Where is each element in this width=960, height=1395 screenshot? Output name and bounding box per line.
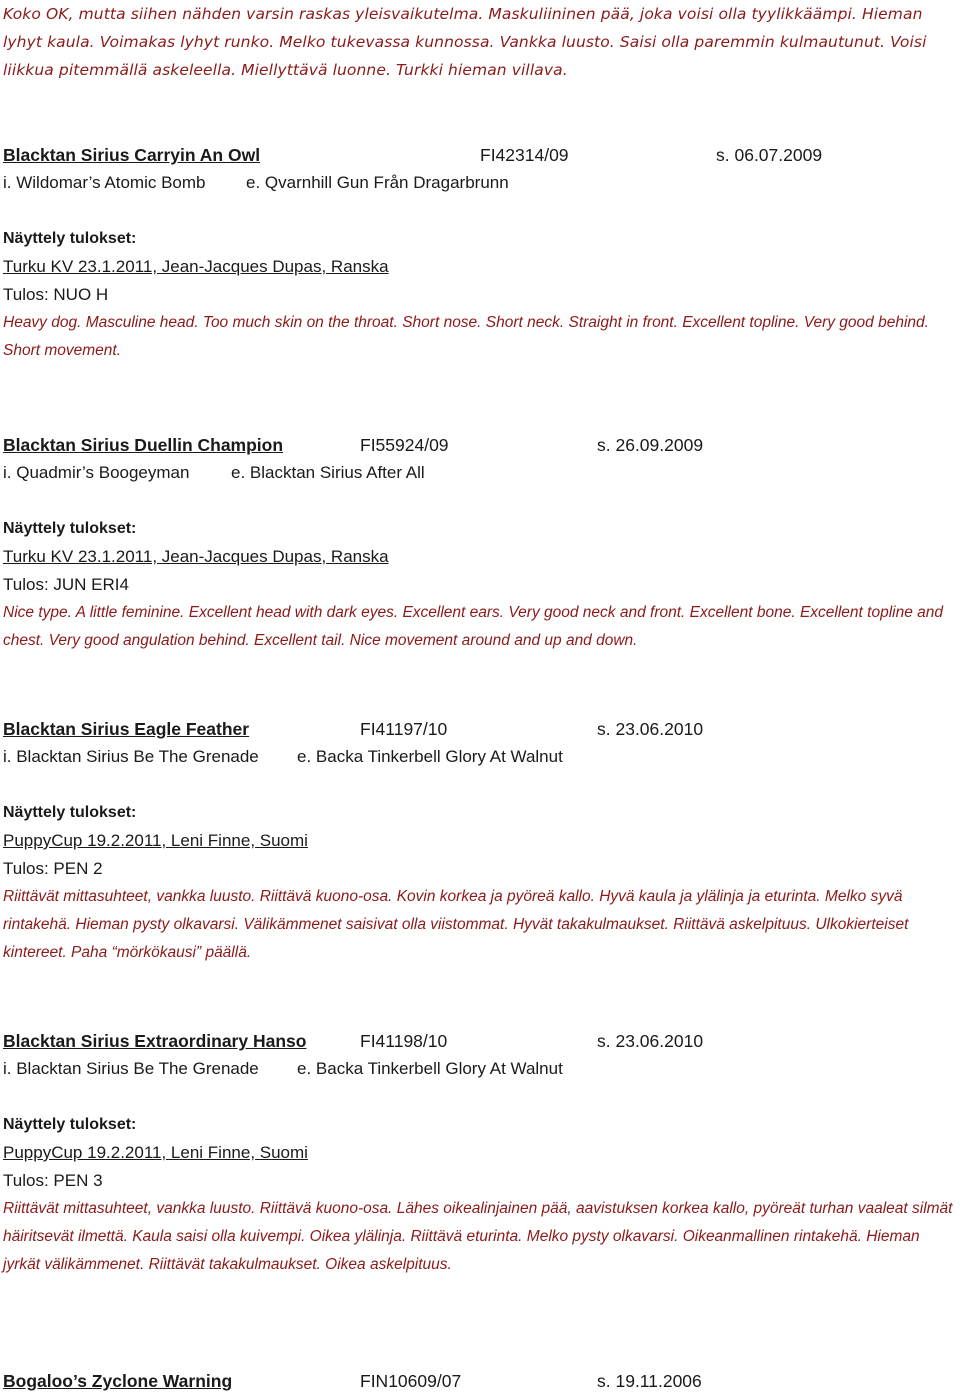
parents-row <box>3 1055 955 1083</box>
dog-name: Blacktan Sirius Extraordinary Hanso <box>3 1031 307 1051</box>
critique-text: Nice type. A little feminine. Excellent head with dark eyes. Excellent ears. Very good neck and front. Excellent bone. Excellent topline and chest. Very good angulation behind. Excellent tail. Nice movement around and up and down. <box>3 604 943 649</box>
registration-number: FI41198/10 <box>360 1031 448 1051</box>
critique-text: Riittävät mittasuhteet, vankka luusto. Riittävä kuono-osa. Kovin korkea ja pyöreä kallo. Hyvä kaula ja ylälinja ja eturinta. Melko syvä rintakehä. Hieman pysty olkavarsi. Välikämmenet saisivat olla viistommat. Hyvät takakulmaukset. Riittävä askelpituus. Ulkokierteiset kintereet. Paha “mörkökausi” päällä. <box>3 888 909 961</box>
dog-name: Bogaloo’s Zyclone Warning <box>3 1371 233 1391</box>
dog-header-row <box>3 1027 955 1055</box>
show-result: Tulos: PEN 3 <box>3 1171 103 1190</box>
results-heading: Näyttely tulokset: <box>3 804 137 821</box>
show-result: Tulos: NUO H <box>3 285 109 304</box>
show-result: Tulos: PEN 2 <box>3 859 103 878</box>
birth-date: s. 26.09.2009 <box>597 435 704 455</box>
dam: e. Backa Tinkerbell Glory At Walnut <box>297 1059 563 1078</box>
results-heading: Näyttely tulokset: <box>3 520 137 537</box>
birth-date: s. 23.06.2010 <box>597 1031 704 1051</box>
dog-name: Blacktan Sirius Carryin An Owl <box>3 145 261 165</box>
sire: i. Blacktan Sirius Be The Grenade <box>3 1059 259 1078</box>
sire: i. Quadmir’s Boogeyman <box>3 463 190 482</box>
dog-entry <box>3 715 955 967</box>
birth-date: s. 23.06.2010 <box>597 719 704 739</box>
parents-row <box>3 459 955 487</box>
critique-text: Riittävät mittasuhteet, vankka luusto. Riittävä kuono-osa. Lähes oikealinjainen pää, aavistuksen korkea kallo, pyöreät turhan vaaleat silmät häiritsevät ilmettä. Kaula saisi olla kuivempi. Oikea ylälinja. Riittävä eturinta. Melko pysty olkavarsi. Oikeanmallinen rintakehä. Hieman jyrkät välikämmenet. Riittävät takakulmaukset. Oikea askelpituus. <box>3 1200 953 1273</box>
show-info: Turku KV 23.1.2011, Jean-Jacques Dupas, Ranska <box>3 547 389 566</box>
parents-row <box>3 743 955 771</box>
dam: e. Blacktan Sirius After All <box>231 463 425 482</box>
dog-entry <box>3 141 955 365</box>
dam: e. Backa Tinkerbell Glory At Walnut <box>297 747 563 766</box>
show-info: PuppyCup 19.2.2011, Leni Finne, Suomi <box>3 1143 308 1162</box>
registration-number: FI42314/09 <box>480 145 569 165</box>
results-heading: Näyttely tulokset: <box>3 1116 137 1133</box>
dog-name: Blacktan Sirius Duellin Champion <box>3 435 284 455</box>
show-result: Tulos: JUN ERI4 <box>3 575 129 594</box>
birth-date: s. 19.11.2006 <box>597 1371 702 1391</box>
dam: e. Qvarnhill Gun Från Dragarbrunn <box>246 173 509 192</box>
registration-number: FIN10609/07 <box>360 1371 462 1391</box>
dog-header-row <box>3 431 955 459</box>
dog-header-row <box>3 1367 955 1395</box>
registration-number: FI41197/10 <box>360 719 448 739</box>
registration-number: FI55924/09 <box>360 435 449 455</box>
dog-entry <box>3 1027 955 1279</box>
critique-text: Heavy dog. Masculine head. Too much skin on the throat. Short nose. Short neck. Straight in front. Excellent topline. Very good behind. Short movement. <box>3 314 929 359</box>
dog-header-row <box>3 141 955 169</box>
sire: i. Blacktan Sirius Be The Grenade <box>3 747 259 766</box>
dog-name: Blacktan Sirius Eagle Feather <box>3 719 250 739</box>
birth-date: s. 06.07.2009 <box>716 145 823 165</box>
show-info: Turku KV 23.1.2011, Jean-Jacques Dupas, Ranska <box>3 257 389 276</box>
parents-row <box>3 169 955 197</box>
sire: i. Wildomar’s Atomic Bomb <box>3 173 206 192</box>
intro-critique: Koko OK, mutta siihen nähden varsin raskas yleisvaikutelma. Maskuliininen pää, joka voisi olla tyylikkäämpi. Hieman lyhyt kaula. Voimakas lyhyt runko. Melko tukevassa kunnossa. Vankka luusto. Saisi olla paremmin kulmautunut. Voisi liikkua pitemmällä askeleella. Miellyttävä luonne. Turkki hieman villava. <box>3 5 927 79</box>
dog-entry <box>3 1367 955 1395</box>
dog-entry <box>3 431 955 655</box>
results-heading: Näyttely tulokset: <box>3 230 137 247</box>
dog-header-row <box>3 715 955 743</box>
show-info: PuppyCup 19.2.2011, Leni Finne, Suomi <box>3 831 308 850</box>
